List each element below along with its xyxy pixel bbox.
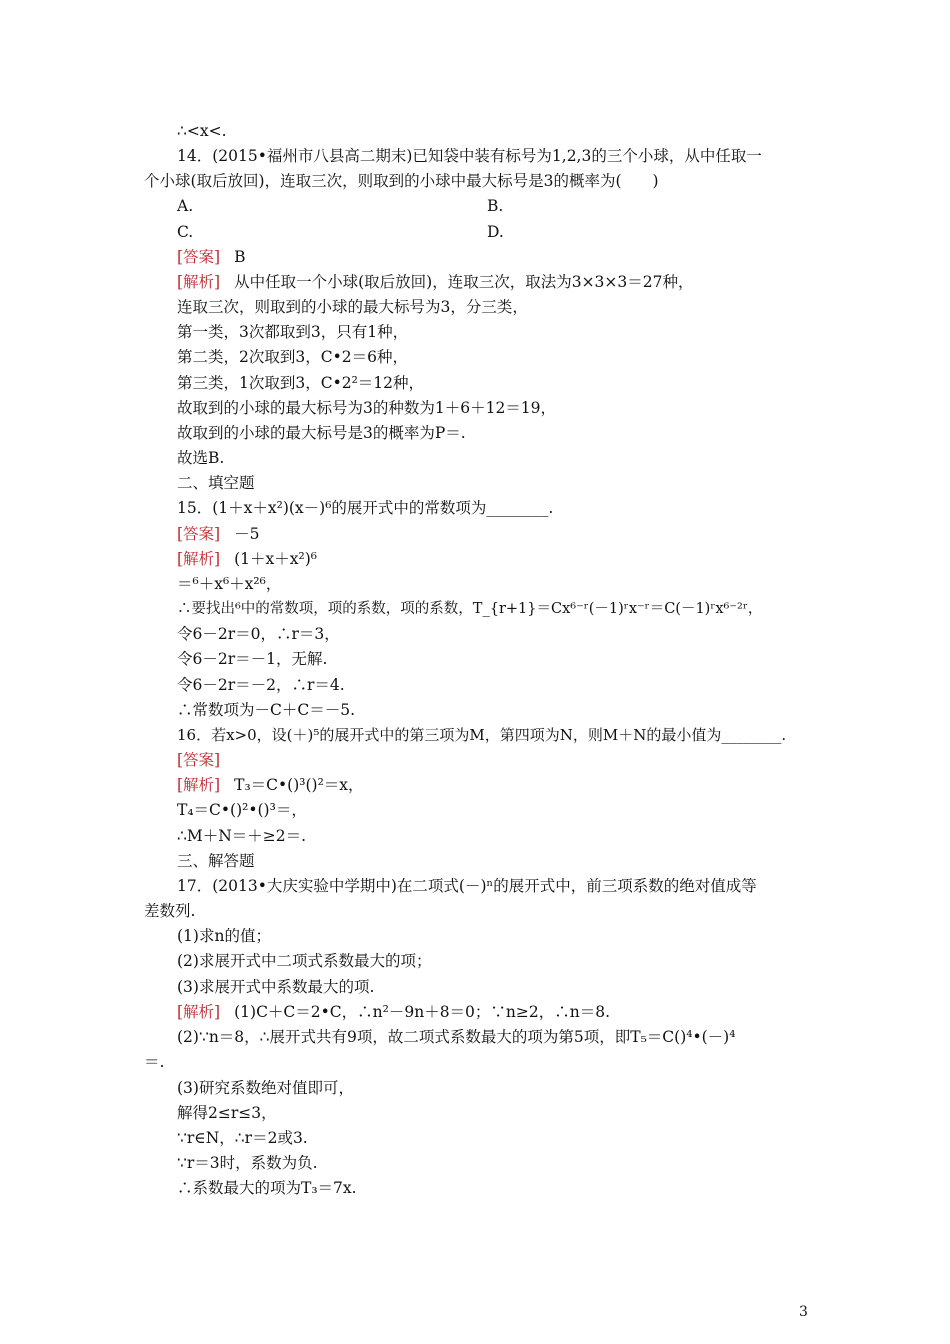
text-line: ∵r∈N，∴r＝2或3. <box>177 1129 308 1147</box>
analysis-tag: [解析] <box>177 1003 221 1021</box>
text-line: (2)求展开式中二项式系数最大的项； <box>177 952 432 970</box>
option-d: D. <box>487 223 504 241</box>
text-line: ∴常数项为－C＋C＝－5. <box>177 701 356 719</box>
options-row <box>177 221 877 243</box>
section-heading: 三、解答题 <box>177 852 255 870</box>
question-17-line: 差数列. <box>144 902 196 920</box>
text-line: 第三类，1次取到3，C•2²＝12种， <box>177 374 425 392</box>
option-c: C. <box>177 223 194 241</box>
analysis-line <box>177 548 317 570</box>
text-line: 故取到的小球的最大标号为3的种数为1＋6＋12＝19， <box>177 399 557 417</box>
analysis-text: (1＋x＋x²)⁶ <box>234 550 317 568</box>
text-line: ∴M＋N＝＋≥2＝. <box>177 827 307 845</box>
text-line: (3)求展开式中系数最大的项. <box>177 978 375 996</box>
question-14-line: 14．(2015•福州市八县高二期末)已知袋中装有标号为1,2,3的三个小球，从中任取一 <box>177 147 762 165</box>
analysis-text: T₃＝C•()³()²＝x， <box>234 776 364 794</box>
analysis-line <box>177 774 364 796</box>
text-line: 解得2≤r≤3， <box>177 1104 277 1122</box>
text-line: 故取到的小球的最大标号是3的概率为P＝. <box>177 424 466 442</box>
text-line: ＝⁶＋x⁶＋x²⁶， <box>177 575 282 593</box>
option-a: A. <box>177 197 194 215</box>
page-number: 3 <box>799 1304 808 1320</box>
answer-text: －5 <box>234 525 260 543</box>
text-line: ＝. <box>144 1053 165 1071</box>
text-line: 第一类，3次都取到3，只有1种， <box>177 323 409 341</box>
question-17-line: 17．(2013•大庆实验中学期中)在二项式(－)ⁿ的展开式中，前三项系数的绝对值成等 <box>177 877 757 895</box>
text-line: 第二类，2次取到3，C•2＝6种， <box>177 348 408 366</box>
text-line: (2)∵n＝8，∴展开式共有9项，故二项式系数最大的项为第5项，即T₅＝C()⁴•(－)⁴ <box>177 1028 736 1046</box>
text-line: 令6－2r＝－1，无解. <box>177 650 328 668</box>
text-line: ∵r＝3时，系数为负. <box>177 1154 318 1172</box>
answer-text: B <box>234 248 246 266</box>
analysis-text: (1)C＋C＝2•C，∴n²－9n＋8＝0；∵n≥2，∴n＝8. <box>234 1003 611 1021</box>
question-15-line: 15．(1＋x＋x²)(x－)⁶的展开式中的常数项为________. <box>177 499 554 517</box>
text-line: ∴<x<. <box>177 122 227 140</box>
analysis-tag: [解析] <box>177 550 221 568</box>
text-line: T₄＝C•()²•()³＝， <box>177 801 307 819</box>
text-line: 故选B. <box>177 449 225 467</box>
text-line: ∴要找出⁶中的常数项，项的系数，项的系数，T_{r+1}＝Cx⁶⁻ʳ(－1)ʳx⁻ʳ＝C(－1)ʳx⁶⁻²ʳ， <box>177 601 763 617</box>
text-line: (1)求n的值； <box>177 927 271 945</box>
text-line: 连取三次，则取到的小球的最大标号为3，分三类， <box>177 298 528 316</box>
answer-line <box>177 749 220 771</box>
options-row <box>177 195 877 217</box>
text-line: (3)研究系数绝对值即可， <box>177 1079 354 1097</box>
analysis-tag: [解析] <box>177 273 221 291</box>
analysis-line <box>177 271 694 293</box>
question-14-line: 个小球(取后放回)，连取三次，则取到的小球中最大标号是3的概率为( ) <box>144 172 659 190</box>
answer-tag: [答案] <box>177 525 221 543</box>
analysis-text: 从中任取一个小球(取后放回)，连取三次，取法为3×3×3＝27种， <box>234 273 694 291</box>
answer-line <box>177 523 259 545</box>
section-heading: 二、填空题 <box>177 474 255 492</box>
analysis-tag: [解析] <box>177 776 221 794</box>
question-16-line: 16．若x>0，设(＋)⁵的展开式中的第三项为M，第四项为N，则M＋N的最小值为________. <box>177 726 787 744</box>
text-line: 令6－2r＝－2，∴r＝4. <box>177 676 345 694</box>
analysis-line <box>177 1001 610 1023</box>
option-b: B. <box>487 197 504 215</box>
text-line: ∴系数最大的项为T₃＝7x. <box>177 1179 357 1197</box>
answer-tag: [答案] <box>177 248 221 266</box>
text-line: 令6－2r＝0，∴r＝3， <box>177 625 340 643</box>
answer-line <box>177 246 246 268</box>
answer-tag: [答案] <box>177 751 221 769</box>
